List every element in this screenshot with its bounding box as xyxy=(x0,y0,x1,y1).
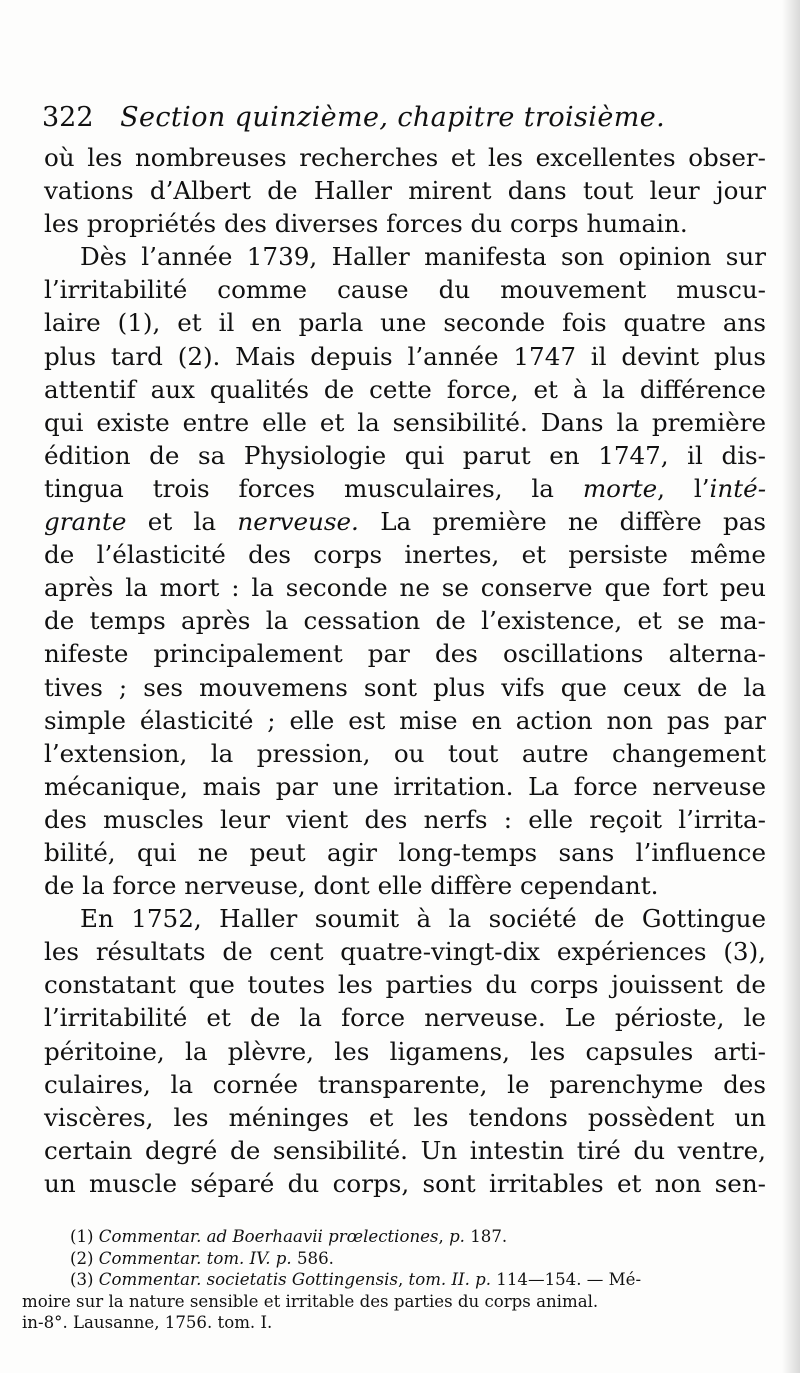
text-line-segment: vations d’Albert de Haller mirent dans tout leur jour xyxy=(44,176,766,206)
text-line xyxy=(44,1101,766,1134)
text-line xyxy=(44,141,766,174)
text-line xyxy=(44,472,766,505)
text-line-segment: tingua trois forces musculaires, la xyxy=(44,473,583,503)
text-line-segment: péritoine, la plèvre, les ligamens, les capsules arti- xyxy=(44,1036,766,1066)
text-line xyxy=(44,1035,766,1068)
text-line xyxy=(44,637,766,670)
footnote-line-segment: , xyxy=(397,1270,409,1289)
text-line-segment: l’irritabilité et de la force nerveuse. Le périoste, le xyxy=(44,1003,766,1033)
text-line xyxy=(44,571,766,604)
page-number: 322 xyxy=(42,102,94,133)
text-line-segment: certain degré de sensibilité. Un intestin tiré du ventre, xyxy=(44,1135,766,1165)
footnote-line-segment: tom. II. p. xyxy=(408,1270,492,1289)
text-line-segment: viscères, les méninges et les tendons possèdent un xyxy=(44,1102,766,1132)
text-line-segment: qui existe entre elle et la sensibilité. Dans la première xyxy=(44,407,766,437)
text-line-segment: nerveuse. xyxy=(237,507,359,537)
text-line-segment: après la mort : la seconde ne se conserve que fort peu xyxy=(44,573,766,603)
footnote-line-segment: Commentar. tom. IV. p. xyxy=(98,1248,292,1268)
text-line xyxy=(44,836,766,869)
text-line xyxy=(44,902,766,935)
text-line xyxy=(44,604,766,637)
footnote-line-segment: Commentar. societatis Gottingensis xyxy=(98,1270,398,1289)
footnote-line xyxy=(70,1248,770,1270)
text-line-segment: les résultats de cent quatre-vingt-dix expériences (3), xyxy=(44,937,766,967)
text-line xyxy=(44,174,766,207)
text-line-segment: édition de sa Physiologie qui parut en 1747, il dis- xyxy=(44,440,766,470)
text-line-segment: morte xyxy=(582,473,658,503)
text-line xyxy=(44,373,766,406)
text-line-segment: de temps après la cessation de l’existence, et se ma- xyxy=(44,606,766,636)
footnote-line xyxy=(70,1226,770,1248)
text-line xyxy=(44,240,766,273)
text-line-segment: mécanique, mais par une irritation. La force nerveuse xyxy=(44,771,766,801)
footnote-line-segment: moire sur la nature sensible et irritable des parties du corps animal. xyxy=(22,1291,599,1311)
footnote-line-segment: (1) xyxy=(70,1227,99,1246)
footnote-line-segment: 114—154. — Mé- xyxy=(491,1270,642,1289)
text-line xyxy=(44,273,766,306)
footnote-line-segment: in-8°. Lausanne, 1756. tom. I. xyxy=(22,1313,273,1332)
text-line-segment: simple élasticité ; elle est mise en action non pas par xyxy=(44,705,766,735)
text-line xyxy=(44,207,766,240)
text-line-segment: Dès l’année 1739, Haller manifesta son opinion sur xyxy=(80,242,766,272)
chapter-heading: Section quinzième, chapitre troisième. xyxy=(120,102,666,133)
running-head xyxy=(42,98,762,138)
text-line-segment: culaires, la cornée transparente, le parenchyme des xyxy=(44,1069,766,1099)
text-line-segment: La première ne diffère pas xyxy=(358,507,766,537)
body-text xyxy=(44,141,766,1200)
text-line-segment: plus tard (2). Mais depuis l’année 1747 il devint plus xyxy=(44,341,766,371)
text-line xyxy=(44,737,766,770)
text-line-segment: l’irritabilité comme cause du mouvement muscu- xyxy=(44,275,766,305)
text-line xyxy=(44,803,766,836)
footnotes xyxy=(22,1226,770,1334)
footnote-line-segment: 586. xyxy=(291,1248,334,1268)
text-line-segment: En 1752, Haller soumit à la société de Gottingue xyxy=(80,904,766,934)
footnote-line-segment: (3) xyxy=(70,1270,99,1289)
text-line-segment: attentif aux qualités de cette force, et à la différence xyxy=(44,374,766,404)
footnote-line xyxy=(22,1291,770,1313)
text-line xyxy=(44,306,766,339)
text-line-segment: laire (1), et il en parla une seconde fois quatre ans xyxy=(44,308,766,338)
footnote-line-segment: 187. xyxy=(464,1227,508,1246)
text-line xyxy=(44,1001,766,1034)
text-line xyxy=(44,1134,766,1167)
text-line-segment: et la xyxy=(126,507,238,537)
text-line-segment: bilité, qui ne peut agir long-temps sans l’influence xyxy=(44,837,766,867)
text-line-segment: un muscle séparé du corps, sont irritables et non sen- xyxy=(44,1168,766,1198)
text-line-segment: les propriétés des diverses forces du corps humain. xyxy=(44,209,688,239)
text-line-segment: grante xyxy=(44,507,127,537)
text-line xyxy=(44,671,766,704)
text-line-segment: , l’ xyxy=(657,473,710,503)
footnote-line xyxy=(70,1269,770,1291)
text-line xyxy=(44,968,766,1001)
text-line-segment: constatant que toutes les parties du corps jouissent de xyxy=(44,970,766,1000)
text-line-segment: tives ; ses mouvemens sont plus vifs que ceux de la xyxy=(44,672,766,702)
text-line-segment: où les nombreuses recherches et les excellentes obser- xyxy=(44,143,766,172)
text-line xyxy=(44,1068,766,1101)
text-line xyxy=(44,704,766,737)
footnote-line-segment: p. xyxy=(449,1227,465,1246)
footnote-line xyxy=(22,1312,770,1334)
text-line xyxy=(44,869,766,902)
text-line-segment: des muscles leur vient des nerfs : elle reçoit l’irrita- xyxy=(44,804,766,834)
text-line xyxy=(44,538,766,571)
text-line xyxy=(44,406,766,439)
text-line xyxy=(44,1167,766,1200)
text-line-segment: inté- xyxy=(709,473,766,503)
footnote-line-segment: (2) xyxy=(70,1248,99,1268)
footnote-line-segment: Commentar. ad Boerhaavii prœlectiones xyxy=(98,1227,439,1246)
text-line xyxy=(44,935,766,968)
text-line xyxy=(44,340,766,373)
text-line-segment: nifeste principalement par des oscillations alterna- xyxy=(44,639,766,669)
text-line-segment: l’extension, la pression, ou tout autre changement xyxy=(44,738,766,768)
text-line-segment: de la force nerveuse, dont elle diffère cependant. xyxy=(44,871,659,901)
footnote-line-segment: , xyxy=(438,1227,450,1246)
text-line xyxy=(44,505,766,538)
text-line-segment: de l’élasticité des corps inertes, et persiste même xyxy=(44,540,766,570)
text-line xyxy=(44,439,766,472)
text-line xyxy=(44,770,766,803)
